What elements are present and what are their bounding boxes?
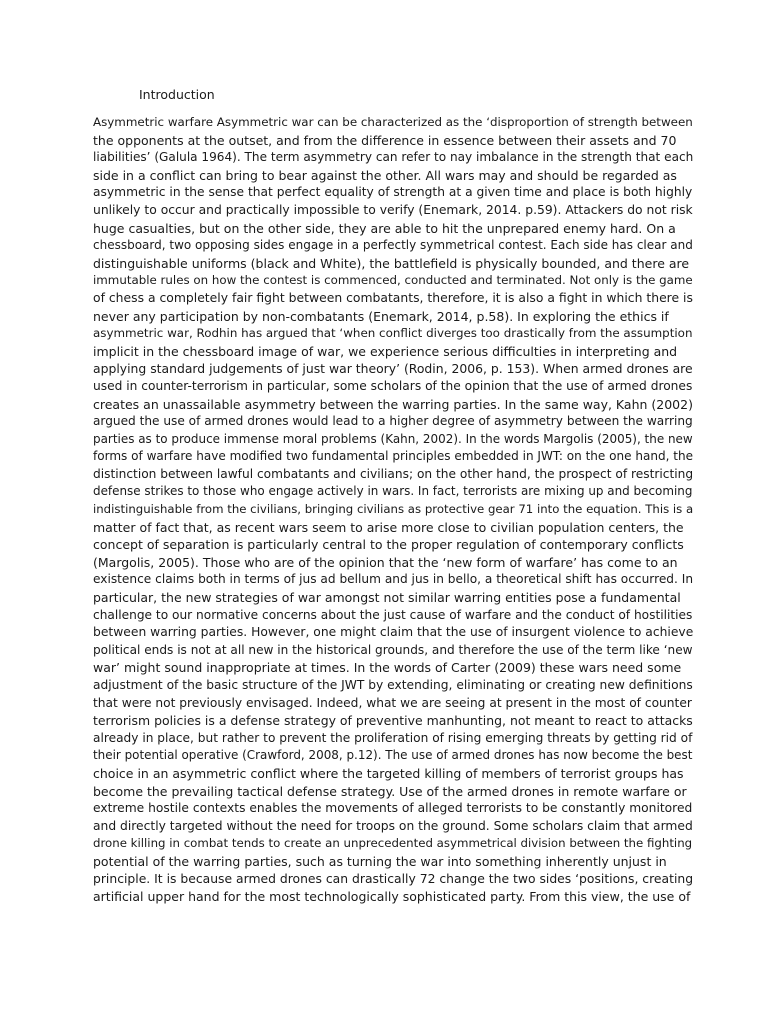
text-line: artificial upper hand for the most technologically sophisticated party. From this view, the use of <box>93 889 691 905</box>
text-line: drone killing in combat tends to create an unprecedented asymmetrical division between the fighting <box>93 836 693 851</box>
text-line: their potential operative (Crawford, 2008, p.12). The use of armed drones has now become the best <box>93 748 693 763</box>
text-line: chessboard, two opposing sides engage in a perfectly symmetrical contest. Each side has clear and <box>93 238 693 253</box>
text-line: applying standard judgements of just war theory’ (Rodin, 2006, p. 153). When armed drones are <box>93 361 693 377</box>
text-line: distinction between lawful combatants and civilians; on the other hand, the prospect of restricting <box>93 466 694 481</box>
text-line: asymmetric war, Rodhin has argued that ‘when conflict diverges too drastically from the assumption <box>93 326 693 341</box>
text-line: political ends is not at all new in the historical grounds, and therefore the use of the term like ‘new <box>93 642 693 657</box>
text-line: Asymmetric warfare Asymmetric war can be characterized as the ‘disproportion of strength between <box>93 115 693 129</box>
text-line: huge casualties, but on the other side, they are able to hit the unprepared enemy hard. On a <box>93 220 676 236</box>
text-line: indistinguishable from the civilians, bringing civilians as protective gear 71 into the equation. This is a <box>93 502 694 517</box>
text-line: principle. It is because armed drones can drastically 72 change the two sides ‘positions, creating <box>93 871 694 886</box>
text-line: asymmetric in the sense that perfect equality of strength at a given time and place is both highly <box>93 185 693 200</box>
text-line: between warring parties. However, one might claim that the use of insurgent violence to achieve <box>93 625 694 640</box>
text-line: of chess a completely fair fight between combatants, therefore, it is also a fight in which there is <box>93 290 693 305</box>
text-line: distinguishable uniforms (black and White), the battlefield is physically bounded, and there are <box>93 255 690 271</box>
text-line: defense strikes to those who engage actively in wars. In fact, terrorists are mixing up and becoming <box>93 484 693 499</box>
text-line: parties as to produce immense moral problems (Kahn, 2002). In the words Margolis (2005), the new <box>93 431 693 446</box>
text-line: used in counter-terrorism in particular, some scholars of the opinion that the use of armed drones <box>93 378 693 393</box>
text-line: war’ might sound inappropriate at times. In the words of Carter (2009) these wars need some <box>93 660 682 676</box>
section-heading: Introduction <box>139 87 215 102</box>
text-line: (Margolis, 2005). Those who are of the opinion that the ‘new form of warfare’ has come to an <box>93 554 678 570</box>
text-line: argued the use of armed drones would lead to a higher degree of asymmetry between the warring <box>93 414 693 429</box>
text-line: extreme hostile contexts enables the movements of alleged terrorists to be constantly monitored <box>93 801 693 816</box>
text-line: potential of the warring parties, such as turning the war into something inherently unjust in <box>93 853 667 869</box>
text-line: the opponents at the outset, and from the difference in essence between their assets and 70 <box>93 132 677 148</box>
text-line: liabilities’ (Galula 1964). The term asymmetry can refer to nay imbalance in the strength that each <box>93 150 694 165</box>
text-line: that were not previously envisaged. Indeed, what we are seeing at present in the most of counter <box>93 695 692 710</box>
text-line: become the prevailing tactical defense strategy. Use of the armed drones in remote warfare or <box>93 783 687 799</box>
text-line: existence claims both in terms of jus ad bellum and jus in bello, a theoretical shift has occurred. In <box>93 572 694 587</box>
text-line: choice in an asymmetric conflict where the targeted killing of members of terrorist groups has <box>93 765 684 781</box>
text-line: implicit in the chessboard image of war, we experience serious difficulties in interpreting and <box>93 343 678 359</box>
text-line: already in place, but rather to prevent the proliferation of rising emerging threats by getting rid of <box>93 730 693 745</box>
text-line: never any participation by non-combatants (Enemark, 2014, p.58). In exploring the ethics if <box>93 308 669 324</box>
text-line: immutable rules on how the contest is commenced, conducted and terminated. Not only is the game <box>93 273 693 288</box>
text-line: side in a conflict can bring to bear against the other. All wars may and should be regarded as <box>93 167 677 183</box>
text-line: and directly targeted without the need for troops on the ground. Some scholars claim that armed <box>93 818 693 833</box>
text-line: challenge to our normative concerns about the just cause of warfare and the conduct of hostilities <box>93 607 693 622</box>
text-line: forms of warfare have modified two fundamental principles embedded in JWT: on the one hand, the <box>93 449 693 464</box>
text-line: unlikely to occur and practically impossible to verify (Enemark, 2014. p.59). Attackers do not risk <box>93 202 693 217</box>
body-paragraph <box>93 114 693 906</box>
text-line: adjustment of the basic structure of the JWT by extending, eliminating or creating new definitions <box>93 678 693 692</box>
text-line: matter of fact that, as recent wars seem to arise more close to civilian population centers, the <box>93 519 684 535</box>
text-line: creates an unassailable asymmetry between the warring parties. In the same way, Kahn (2002) <box>93 396 693 412</box>
text-line: concept of separation is particularly central to the proper regulation of contemporary conflicts <box>93 537 684 553</box>
text-line: particular, the new strategies of war amongst not similar warring entities pose a fundamental <box>93 590 681 606</box>
text-line: terrorism policies is a defense strategy of preventive manhunting, not meant to react to attacks <box>93 713 693 729</box>
